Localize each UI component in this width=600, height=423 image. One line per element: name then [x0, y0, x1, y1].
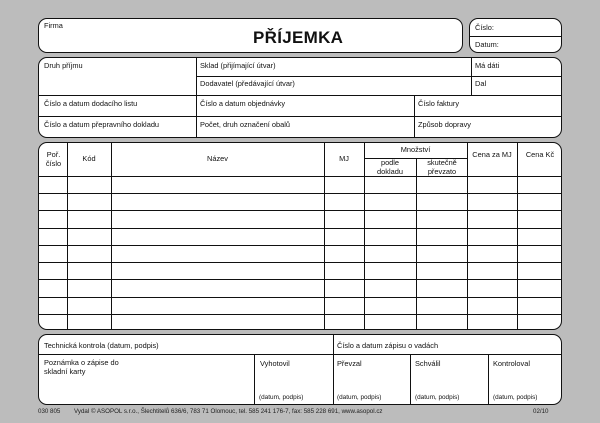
- divider: [414, 95, 415, 138]
- divider: [410, 354, 411, 404]
- table-row: [39, 297, 561, 298]
- info-box: [38, 57, 562, 138]
- col-qty-actual-header: skutečně převzato: [427, 158, 457, 176]
- form-code: 030 805: [38, 408, 61, 415]
- date-label: Datum:: [475, 40, 499, 49]
- number-label: Číslo:: [475, 23, 494, 32]
- credit-label: Dal: [475, 79, 487, 88]
- col-unit-price-header: Cena za MJ: [472, 150, 512, 159]
- approval-box: [38, 334, 562, 405]
- defect-record-label: Číslo a datum zápisu o vadách: [337, 341, 439, 350]
- col-qty-header: Množství: [400, 145, 431, 154]
- transport-mode-label: Způsob dopravy: [418, 120, 471, 129]
- divider: [467, 143, 468, 329]
- divider: [39, 95, 561, 96]
- col-no-header: Poř. číslo: [45, 150, 62, 168]
- col-unit-header: MJ: [339, 154, 349, 163]
- divider: [196, 76, 561, 77]
- table-row: [39, 245, 561, 246]
- items-table: [38, 142, 562, 330]
- received-by-label: Převzal: [337, 359, 362, 368]
- debit-label: Má dáti: [475, 61, 500, 70]
- divider: [39, 116, 561, 117]
- divider: [416, 158, 417, 329]
- divider: [364, 143, 365, 329]
- col-code-header: Kód: [82, 154, 96, 163]
- supplier-label: Dodavatel (předávající útvar): [200, 79, 295, 88]
- publisher-info: Vydal © ASOPOL s.r.o., Šlechtitelů 636/6, 783 71 Olomouc, tel. 585 241 176-7, fax: 585 228 691, www.asopol.cz: [74, 408, 383, 415]
- receipt-type-label: Druh příjmu: [44, 61, 83, 70]
- divider: [254, 354, 255, 404]
- header-number-box: [469, 18, 562, 53]
- table-row: [39, 279, 561, 280]
- tech-control-label: Technická kontrola (datum, podpis): [44, 341, 159, 350]
- transport-doc-label: Číslo a datum přepravního dokladu: [44, 120, 160, 129]
- approved-by-label: Schválil: [415, 359, 441, 368]
- col-qty-doc-header: podle dokladu: [377, 158, 403, 176]
- divider: [324, 143, 325, 329]
- divider: [488, 354, 489, 404]
- divider: [196, 95, 197, 138]
- page-title: PŘÍJEMKA: [253, 28, 344, 47]
- divider: [39, 176, 561, 177]
- sig-hint: (datum, podpis): [415, 394, 460, 401]
- divider: [39, 354, 561, 355]
- divider: [333, 335, 334, 404]
- divider: [517, 143, 518, 329]
- table-row: [39, 262, 561, 263]
- table-row: [39, 228, 561, 229]
- col-price-header: Cena Kč: [525, 150, 555, 159]
- divider: [111, 143, 112, 329]
- sig-hint: (datum, podpis): [259, 394, 304, 401]
- card-note-label: Poznámka o zápise do skladní karty: [44, 358, 119, 376]
- invoice-label: Číslo faktury: [418, 99, 460, 108]
- delivery-note-label: Číslo a datum dodacího listu: [44, 99, 138, 108]
- form-version: 02/10: [533, 408, 549, 415]
- table-row: [39, 314, 561, 315]
- warehouse-label: Sklad (přijímající útvar): [200, 61, 276, 70]
- issued-by-label: Vyhotovil: [260, 359, 290, 368]
- table-row: [39, 210, 561, 211]
- divider: [67, 143, 68, 329]
- packaging-label: Počet, druh označení obalů: [200, 120, 290, 129]
- table-row: [39, 193, 561, 194]
- order-label: Číslo a datum objednávky: [200, 99, 286, 108]
- divider: [470, 36, 561, 37]
- firm-label: Firma: [44, 21, 63, 30]
- sig-hint: (datum, podpis): [337, 394, 382, 401]
- sig-hint: (datum, podpis): [493, 394, 538, 401]
- col-name-header: Název: [207, 154, 228, 163]
- header-firm-box: [38, 18, 463, 53]
- checked-by-label: Kontroloval: [493, 359, 530, 368]
